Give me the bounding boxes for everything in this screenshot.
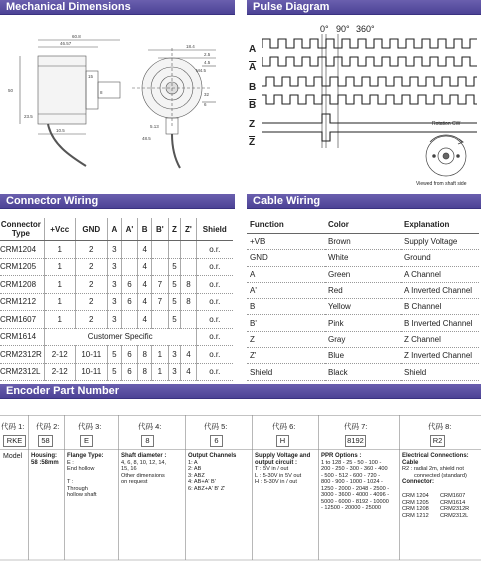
ppr-line: 1250 - 2000 - 2048 - 2500 - — [321, 485, 390, 492]
ppr-line: - 12500 - 20000 - 25000 — [321, 505, 382, 511]
cell — [181, 311, 196, 329]
cable-wiring-table — [247, 215, 479, 381]
pulse-phase-360: 360° — [356, 24, 375, 34]
cell: 10-11 — [75, 346, 107, 364]
cell: o.r. — [196, 363, 233, 381]
supply-title: Supply Voltage and output circuit : — [255, 453, 311, 466]
cell: CRM1212 — [0, 293, 44, 311]
cell — [152, 258, 168, 276]
flange-e-desc: End hollow — [67, 466, 95, 472]
ppr-line: 5000 - 6000 - 8192 - 10000 — [321, 498, 389, 505]
cell: CRM1607 — [0, 311, 44, 329]
cell: Z Inverted Channel — [401, 348, 479, 364]
cell: Supply Voltage — [401, 234, 479, 250]
rotation-cw-label: Rotation CW — [432, 121, 461, 127]
table-row — [247, 315, 479, 331]
connector-item: CRM2312R — [440, 506, 470, 512]
model-label: Model — [3, 453, 23, 460]
waveform-0 — [262, 39, 477, 48]
cell — [152, 311, 168, 329]
signal-label-b-inverted: $\overline{B}$ — [249, 100, 257, 111]
connector-item: CRM1614 — [440, 499, 466, 506]
table-row — [247, 234, 479, 250]
dim-label: 6 — [204, 102, 207, 107]
housing-value: 58 :58mm — [31, 459, 59, 466]
section-connector-wiring: Connector Wiring — [0, 194, 235, 209]
col-header: Shield — [196, 218, 233, 241]
flange-detail — [67, 453, 117, 499]
cell: 5 — [168, 311, 181, 329]
cell: 7 — [152, 276, 168, 294]
table-row — [0, 328, 233, 346]
cell: 1 — [44, 241, 75, 259]
cell: 8 — [138, 346, 152, 364]
cell: B Inverted Channel — [401, 315, 479, 331]
connector-item: CRM 1205 — [402, 499, 429, 506]
dim-label: 18.4 — [186, 44, 195, 49]
housing-detail — [31, 453, 63, 466]
supply-detail — [255, 453, 317, 486]
cell: 8 — [181, 293, 196, 311]
shaft-detail — [121, 453, 183, 486]
cell: 2-12 — [44, 363, 75, 381]
cell — [181, 241, 196, 259]
col-header: B — [138, 218, 152, 241]
cell: 1 — [44, 311, 75, 329]
col-header: +Vcc — [44, 218, 75, 241]
cell: 6 — [121, 363, 137, 381]
cell: Z Channel — [401, 331, 479, 347]
cell: 2 — [75, 293, 107, 311]
cell: 6 — [121, 276, 137, 294]
col-header: GND — [75, 218, 107, 241]
cell: 2 — [75, 258, 107, 276]
cell: 3 — [107, 241, 121, 259]
cell: A Inverted Channel — [401, 282, 479, 298]
conn-title: Connector: — [402, 479, 434, 485]
flange-t-desc-1: Through — [67, 485, 88, 492]
cell: GND — [247, 250, 325, 266]
code-value-6: H — [276, 435, 289, 447]
cell — [121, 258, 137, 276]
cell — [168, 241, 181, 259]
code-label-7: 代码 7: — [344, 422, 368, 431]
cell: Z' — [247, 348, 325, 364]
output-line: 4: AB+A' B' — [188, 479, 216, 485]
ppr-line: - 500 - 512 - 600 - 720 - — [321, 472, 381, 479]
connector-item: CRM 1212 — [402, 512, 429, 519]
section-mechanical-dimensions: Mechanical Dimensions — [0, 0, 235, 15]
table-row — [247, 364, 479, 380]
shaft-line: on request — [121, 479, 148, 485]
rotation-diagram — [412, 126, 480, 186]
cell: 4 — [138, 276, 152, 294]
cell: Brown — [325, 234, 401, 250]
dim-label: 2.5 — [204, 52, 211, 57]
cell — [152, 241, 168, 259]
col-header: Z' — [181, 218, 196, 241]
cell: 3 — [107, 311, 121, 329]
cell: o.r. — [196, 276, 233, 294]
col-header: B' — [152, 218, 168, 241]
supply-line: T : 5V in / out — [255, 466, 289, 472]
ppr-line: 1 to 128 - 25 - 50 - 100 - — [321, 459, 382, 466]
cell: 8 — [181, 276, 196, 294]
waveform-3 — [262, 95, 477, 104]
cell: A' — [247, 282, 325, 298]
code-value-8: R2 — [430, 435, 445, 447]
dim-label: 60.8 — [72, 34, 81, 39]
cell: Pink — [325, 315, 401, 331]
cell: Green — [325, 266, 401, 282]
col-header: Connector Type — [0, 218, 44, 241]
table-row — [0, 258, 233, 276]
output-detail — [188, 453, 250, 492]
cell: Z — [247, 331, 325, 347]
cell: 4 — [138, 241, 152, 259]
cell: CRM1205 — [0, 258, 44, 276]
section-pulse-diagram: Pulse Diagram — [247, 0, 481, 15]
code-value-4: 8 — [141, 435, 154, 447]
table-row — [0, 311, 233, 329]
supply-line: H : 5-30V in / out — [255, 479, 297, 485]
cell: 3 — [168, 346, 181, 364]
col-header: Z — [168, 218, 181, 241]
connector-item: CRM 1208 — [402, 506, 429, 512]
cell: +VB — [247, 234, 325, 250]
code-label-4: 代码 4: — [138, 422, 162, 431]
cell: 4 — [138, 293, 152, 311]
dim-label: 32 — [204, 92, 210, 97]
cell: 1 — [44, 293, 75, 311]
dim-label: 50 — [8, 88, 14, 93]
signal-label-z: Z — [249, 119, 256, 130]
table-row — [0, 346, 233, 364]
elec-cable: Cable — [402, 459, 419, 466]
section-encoder-part-number: Encoder Part Number — [0, 384, 481, 399]
cell: 2 — [75, 241, 107, 259]
cell: White — [325, 250, 401, 266]
cell: 4 — [138, 258, 152, 276]
dim-label: 48.5 — [142, 136, 151, 141]
output-title: Output Channels — [188, 453, 237, 459]
code-label-5: 代码 5: — [204, 422, 228, 431]
ppr-line: 200 - 250 - 300 - 360 - 400 — [321, 466, 388, 472]
cell: 1 — [152, 363, 168, 381]
cell: 3 — [107, 276, 121, 294]
cell: 8 — [138, 363, 152, 381]
cell: 6 — [121, 293, 137, 311]
cell: 3 — [168, 363, 181, 381]
dim-label: 23.5 — [24, 114, 33, 119]
table-row — [247, 331, 479, 347]
cell: 4 — [138, 311, 152, 329]
cell — [181, 258, 196, 276]
code-label-2: 代码 2: — [36, 422, 60, 431]
cell: o.r. — [196, 258, 233, 276]
cell: Gray — [325, 331, 401, 347]
code-label-1: 代码 1: — [1, 422, 25, 431]
connector-item: CRM 1204 — [402, 493, 429, 499]
code-value-5: 6 — [210, 435, 223, 447]
output-line: 1: A — [188, 459, 198, 466]
dim-label: M4.5 — [196, 68, 207, 73]
col-header: A — [107, 218, 121, 241]
code-label-6: 代码 6: — [272, 422, 296, 431]
cell: 2 — [75, 276, 107, 294]
cell: CRM2312L — [0, 363, 44, 381]
cell: 3 — [107, 258, 121, 276]
cell: CRM1204 — [0, 241, 44, 259]
cell: Black — [325, 364, 401, 380]
cell: CRM1208 — [0, 276, 44, 294]
connector-item: CRM2312L — [440, 512, 469, 519]
cell: 4 — [181, 346, 196, 364]
flange-title: Flange Type: — [67, 453, 104, 459]
cell: CRM1614 — [0, 328, 44, 346]
flange-t: T : — [67, 479, 74, 485]
table-row — [247, 250, 479, 266]
mechanical-drawing — [0, 16, 240, 191]
shaft-title: Shaft diameter : — [121, 453, 167, 459]
col-header: Function — [247, 215, 325, 234]
code-value-2: 58 — [38, 435, 53, 447]
table-row — [247, 282, 479, 298]
output-line: 3: ABZ — [188, 472, 205, 479]
cell: 1 — [152, 346, 168, 364]
elec-r2: connected (standard) — [414, 472, 467, 479]
cell: o.r. — [196, 293, 233, 311]
ppr-title: PPR Options : — [321, 453, 362, 459]
cell — [121, 241, 137, 259]
cell — [121, 311, 137, 329]
table-row — [0, 241, 233, 259]
cell: A — [247, 266, 325, 282]
cell: Red — [325, 282, 401, 298]
flange-e: E : — [67, 459, 74, 466]
code-value-1: RKE — [3, 435, 26, 447]
cell: 3 — [107, 293, 121, 311]
viewed-from-shaft-label: Viewed from shaft side — [416, 181, 467, 187]
col-header: Explanation — [401, 215, 479, 234]
signal-label-a: A — [249, 44, 257, 55]
cell: o.r. — [196, 241, 233, 259]
ppr-line: 800 - 900 - 1000 - 1024 - — [321, 479, 383, 485]
connector-item: CRM1607 — [440, 493, 466, 499]
dim-label: 46.57 — [60, 41, 72, 46]
connector-list — [402, 493, 480, 519]
cell: 2 — [75, 311, 107, 329]
cell: 5 — [107, 346, 121, 364]
cell: B' — [247, 315, 325, 331]
flange-t-desc-2: hollow shaft — [67, 492, 97, 498]
cell: 5 — [168, 258, 181, 276]
ppr-line: 3000 - 3600 - 4000 - 4096 - — [321, 492, 390, 498]
elec-title: Electrical Connections: — [402, 453, 469, 459]
cell: Ground — [401, 250, 479, 266]
cell: 5 — [107, 363, 121, 381]
supply-line: L : 5-30V in 5V out — [255, 472, 302, 479]
output-line: 2: AB — [188, 466, 202, 472]
dim-label: 4.5 — [204, 60, 211, 65]
table-row — [247, 299, 479, 315]
col-header: A' — [121, 218, 137, 241]
shaft-line: 15, 16 — [121, 466, 137, 472]
waveform-1 — [262, 57, 477, 66]
cell: 4 — [181, 363, 196, 381]
cell: B Channel — [401, 299, 479, 315]
cell: B — [247, 299, 325, 315]
cell: Customer Specific — [44, 328, 196, 346]
cell: CRM2312R — [0, 346, 44, 364]
code-label-3: 代码 3: — [78, 422, 102, 431]
cell: 5 — [168, 276, 181, 294]
cell: 10-11 — [75, 363, 107, 381]
code-value-7: 8192 — [345, 435, 366, 447]
cell: Shield — [247, 364, 325, 380]
dim-label: 15 — [88, 74, 94, 79]
cell: 2-12 — [44, 346, 75, 364]
code-value-3: E — [80, 435, 93, 447]
shaft-line: 4, 6, 8, 10, 12, 14, — [121, 459, 167, 466]
table-row — [0, 276, 233, 294]
pulse-phase-0: 0° — [320, 24, 329, 34]
output-line: 6: ABZ+A' B' Z' — [188, 485, 226, 492]
cell: Shield — [401, 364, 479, 380]
signal-label-a-inverted: $\overline{A}$ — [249, 62, 257, 73]
ppr-detail — [321, 453, 399, 512]
cell: o.r. — [196, 311, 233, 329]
signal-label-b: B — [249, 82, 257, 93]
cell: 7 — [152, 293, 168, 311]
elec-r2: R2 : radial 2m, shield not — [402, 466, 464, 472]
cell: 5 — [168, 293, 181, 311]
cell: o.r. — [196, 346, 233, 364]
connector-wiring-table — [0, 218, 233, 381]
cell: Blue — [325, 348, 401, 364]
table-row — [247, 348, 479, 364]
waveform-2 — [262, 77, 477, 86]
shaft-line: Other dimensions — [121, 472, 165, 479]
dim-label: 10.5 — [56, 128, 65, 133]
cell: 6 — [121, 346, 137, 364]
cell: o.r. — [196, 328, 233, 346]
electrical-detail — [402, 453, 480, 486]
dim-label: 5.13 — [150, 124, 159, 129]
table-row — [0, 363, 233, 381]
cell: 1 — [44, 276, 75, 294]
section-cable-wiring: Cable Wiring — [247, 194, 481, 209]
dim-label: 8 — [100, 90, 103, 95]
table-row — [0, 293, 233, 311]
col-header: Color — [325, 215, 401, 234]
code-label-8: 代码 8: — [428, 422, 452, 431]
housing-title: Housing: — [31, 453, 57, 459]
pulse-phase-90: 90° — [336, 24, 350, 34]
cell: A Channel — [401, 266, 479, 282]
table-row — [247, 266, 479, 282]
cell: 1 — [44, 258, 75, 276]
signal-label-z-inverted: $\overline{Z}$ — [249, 137, 256, 148]
cell: Yellow — [325, 299, 401, 315]
